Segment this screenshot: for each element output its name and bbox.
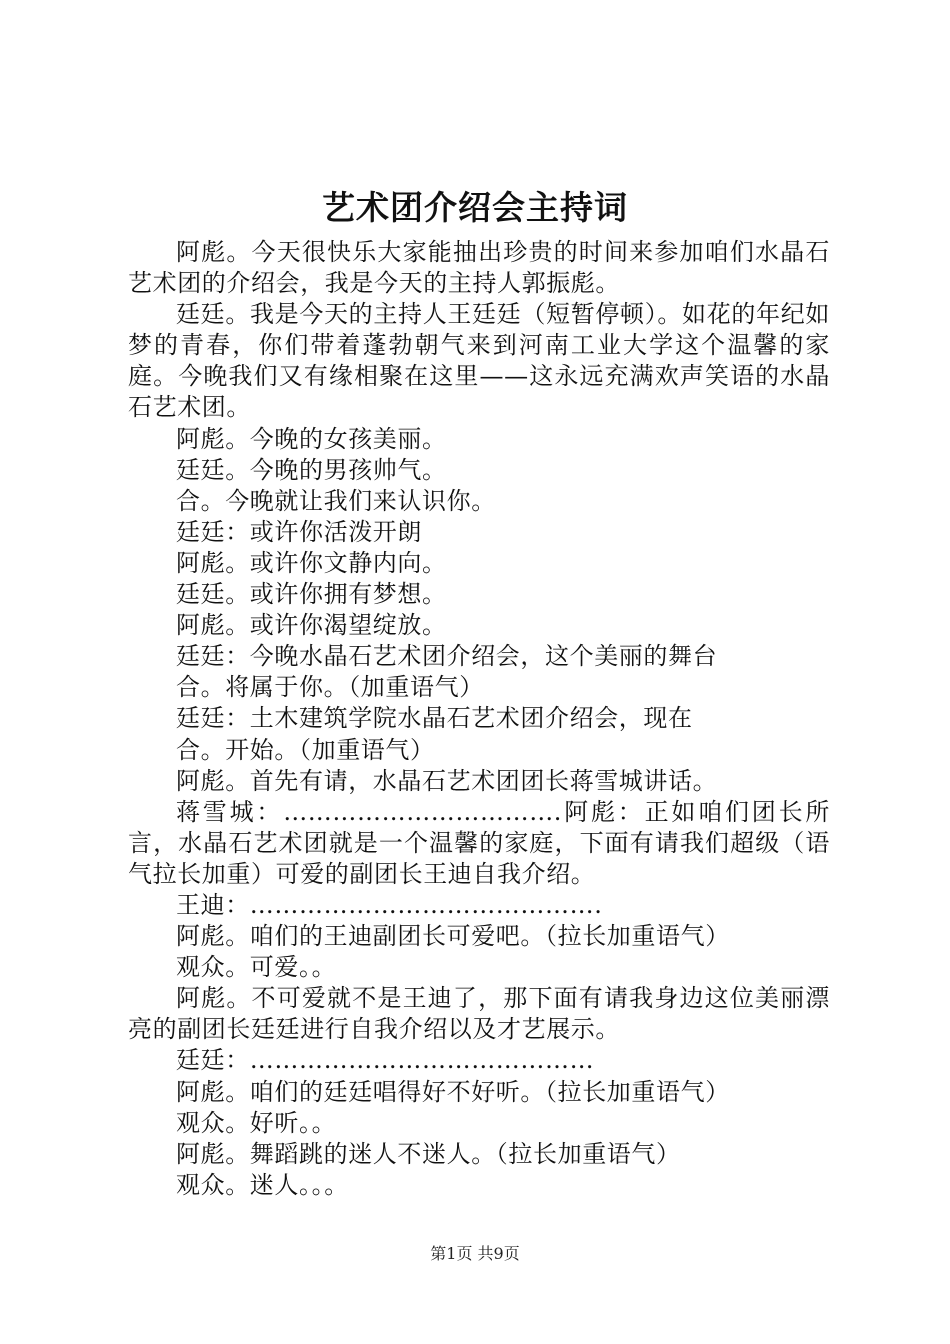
paragraph: 阿彪。咱们的王迪副团长可爱吧。（拉长加重语气） [176,922,730,951]
paragraph: 阿彪。不可爱就不是王迪了，那下面有请我身边这位美丽漂亮的副团长廷廷进行自我介绍以及才艺展示。 [128,984,830,1044]
paragraph: 合。今晚就让我们来认识你。 [176,486,496,515]
paragraph: 廷廷：土木建筑学院水晶石艺术团介绍会，现在 [176,704,693,733]
paragraph: 阿彪。或许你渴望绽放。 [176,611,447,640]
page-footer: 第1页 共9页 [430,1244,520,1263]
paragraph: 蒋雪城：…………………………….阿彪：正如咱们团长所言，水晶石艺术团就是一个温馨的家庭，下面有请我们超级（语气拉长加重）可爱的副团长王迪自我介绍。 [128,797,830,888]
paragraph: 廷廷。或许你拥有梦想。 [176,580,447,609]
paragraph: 廷廷。我是今天的主持人王廷廷（短暂停顿）。如花的年纪如梦的青春，你们带着蓬勃朝气来到河南工业大学这个温馨的家庭。今晚我们又有缘相聚在这里——这永远充满欢声笑语的水晶石艺术团。 [128,300,830,422]
paragraph: 阿彪。今晚的女孩美丽。 [176,424,447,453]
paragraph: 观众。可爱。。 [176,953,337,982]
paragraph: 廷廷：或许你活泼开朗 [176,517,422,546]
document-body [128,237,830,1201]
paragraph: 廷廷：…………………………………… [176,1046,595,1075]
paragraph: 阿彪。首先有请，水晶石艺术团团长蒋雪城讲话。 [176,766,718,795]
paragraph: 廷廷：今晚水晶石艺术团介绍会，这个美丽的舞台 [176,642,718,671]
paragraph: 廷廷。今晚的男孩帅气。 [176,455,447,484]
paragraph: 阿彪。或许你文静内向。 [176,548,447,577]
paragraph: 阿彪。舞蹈跳的迷人不迷人。（拉长加重语气） [176,1139,681,1168]
paragraph: 合。将属于你。（加重语气） [176,673,484,702]
paragraph: 观众。迷人。。。 [176,1170,349,1199]
document-title: 艺术团介绍会主持词 [322,188,628,227]
paragraph: 阿彪。咱们的廷廷唱得好不好听。（拉长加重语气） [176,1077,730,1106]
paragraph: 观众。好听。。 [176,1108,337,1137]
paragraph: 合。开始。（加重语气） [176,735,435,764]
paragraph: 阿彪。今天很快乐大家能抽出珍贵的时间来参加咱们水晶石艺术团的介绍会，我是今天的主持人郭振彪。 [128,238,830,298]
paragraph: 王迪：……………………………………. [176,890,603,919]
